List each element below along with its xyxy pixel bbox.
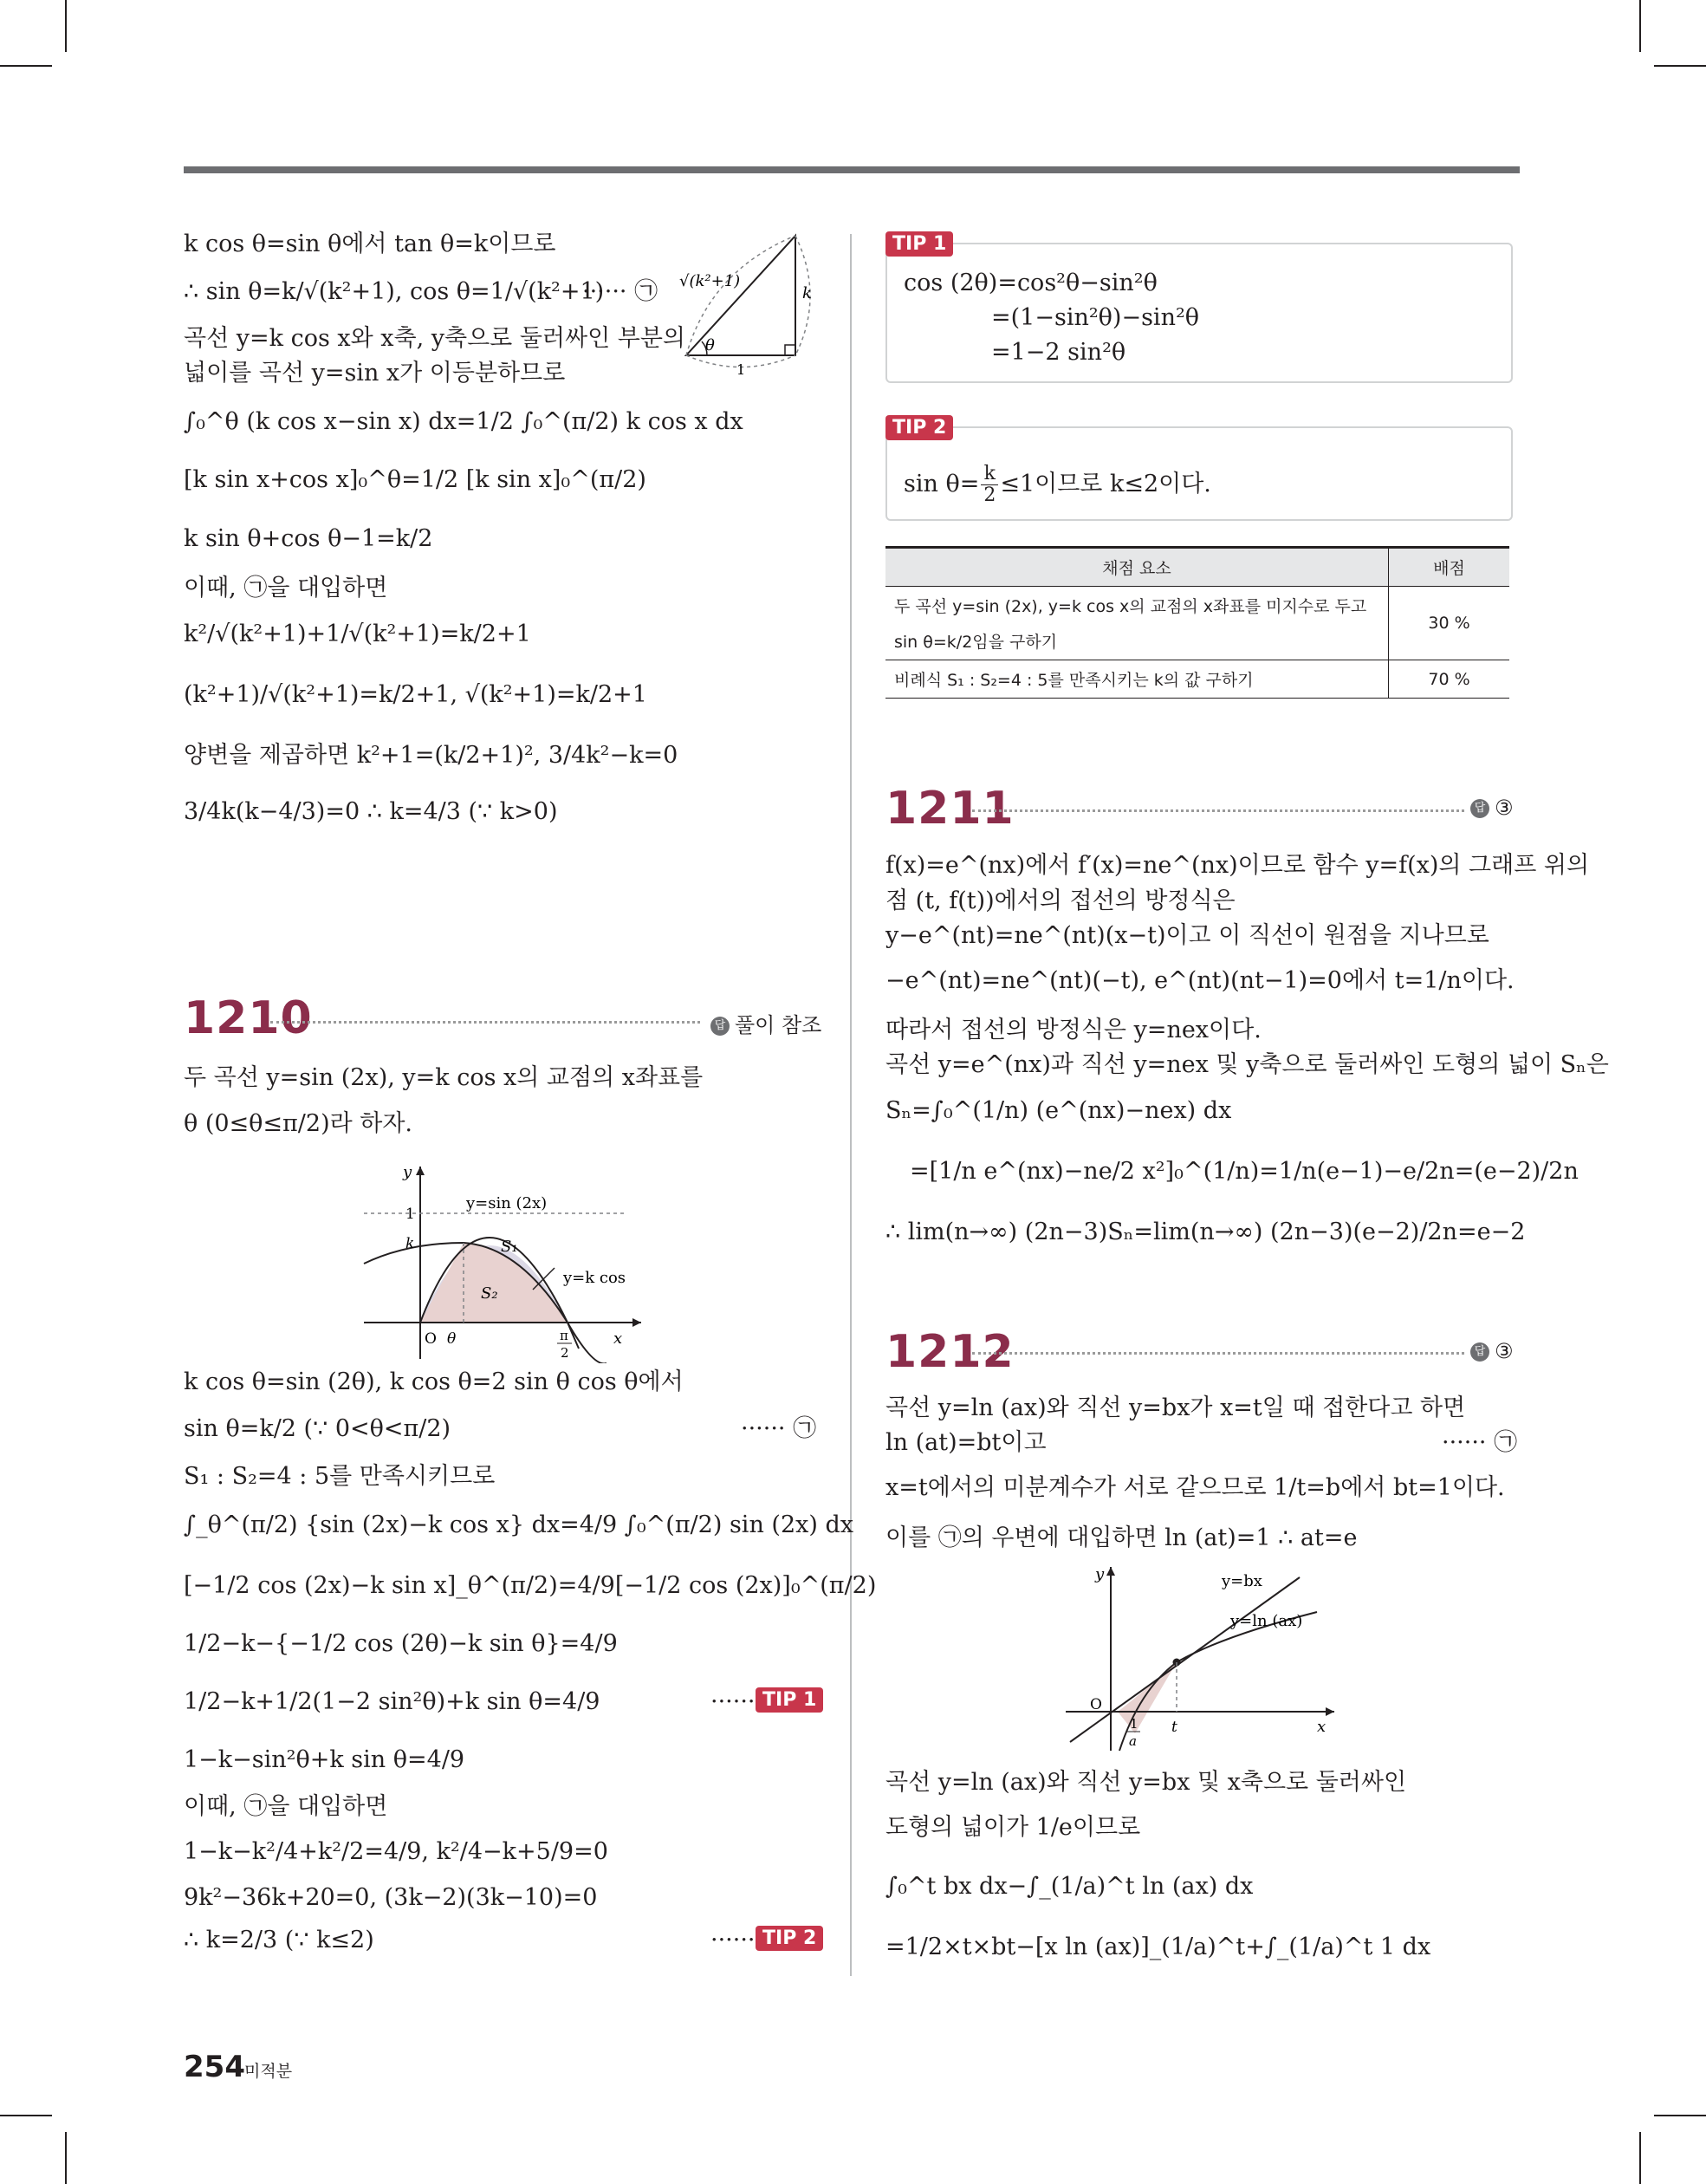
table-cell: 비례식 S₁ : S₂=4 : 5를 만족시키는 k의 값 구하기 <box>885 660 1389 699</box>
solution-line: ∴ k=2/3 (∵ k≤2) <box>184 1927 374 1953</box>
solution-line: Sₙ=∫₀^(1/n) (e^(nx)−nex) dx <box>885 1097 1232 1124</box>
crop-mark <box>0 2115 52 2116</box>
table-row <box>885 587 1509 660</box>
crop-mark <box>1639 0 1641 52</box>
solution-line: sin θ=k/2 (∵ 0<θ<π/2) <box>184 1415 451 1442</box>
area-graph-1210 <box>355 1160 650 1363</box>
solution-line: 곡선 y=ln (ax)와 직선 y=bx 및 x축으로 둘러싸인 <box>885 1769 1407 1796</box>
x-axis-label: x <box>1317 1718 1327 1736</box>
region-s1-label: S₁ <box>501 1238 518 1256</box>
curve-label-sin: y=sin (2x) <box>466 1194 548 1212</box>
solution-line: 1/2−k−{−1/2 cos (2θ)−k sin θ}=4/9 <box>184 1630 618 1657</box>
line-label: y=bx <box>1222 1572 1262 1590</box>
crop-mark <box>1654 65 1706 67</box>
answer-badge: 답 <box>1470 799 1489 818</box>
dotted-leader <box>972 1352 1464 1355</box>
dotted-leader <box>972 809 1464 812</box>
header-rule <box>184 166 1520 173</box>
solution-line: ln (at)=bt이고 <box>885 1429 1047 1456</box>
criterion-line: sin θ=k/2임을 구하기 <box>894 633 1058 652</box>
equation-marker: ······ ㉠ <box>582 278 658 305</box>
page-subject: 미적분 <box>244 2062 293 2081</box>
table-header-row <box>885 548 1509 587</box>
table-cell: 30 % <box>1389 587 1510 660</box>
triangle-base-label: 1 <box>736 361 746 378</box>
tip2-text-a: sin θ= <box>904 471 980 497</box>
solution-line: k²/√(k²+1)+1/√(k²+1)=k/2+1 <box>184 621 531 647</box>
tip2-text-b: ≤1이므로 k≤2이다. <box>1000 471 1211 497</box>
tip1-line: =(1−sin²θ)−sin²θ <box>991 304 1200 331</box>
answer-text: 풀이 참조 <box>735 1013 822 1037</box>
y-axis-label: y <box>403 1163 412 1181</box>
solution-line: 이때, ㉠을 대입하면 <box>184 575 388 601</box>
solution-line: x=t에서의 미분계수가 서로 같으므로 1/t=b에서 bt=1이다. <box>885 1474 1505 1501</box>
region-s2-label: S₂ <box>481 1284 498 1303</box>
solution-line: [k sin x+cos x]₀^θ=1/2 [k sin x]₀^(π/2) <box>184 466 646 493</box>
table-row <box>885 660 1509 699</box>
dotted-leader <box>270 1021 700 1024</box>
solution-line: 따라서 접선의 방정식은 y=nex이다. <box>885 1017 1262 1043</box>
t-label: t <box>1171 1719 1177 1736</box>
y-tick-k: k <box>405 1235 415 1252</box>
table-header: 채점 요소 <box>885 548 1389 587</box>
solution-line: ∫₀^θ (k cos x−sin x) dx=1/2 ∫₀^(π/2) k cos x dx <box>184 408 743 435</box>
tip2-line <box>904 464 1211 506</box>
answer-text: ③ <box>1495 796 1514 820</box>
solution-line: 3/4k(k−4/3)=0 ∴ k=4/3 (∵ k>0) <box>184 798 558 825</box>
solution-line: k cos θ=sin (2θ), k cos θ=2 sin θ cos θ에서 <box>184 1368 684 1395</box>
answer-label <box>1470 796 1514 820</box>
inv-a-numerator: 1 <box>1130 1716 1138 1732</box>
solution-line: 1−k−sin²θ+k sin θ=4/9 <box>184 1746 465 1773</box>
crop-mark <box>1639 2132 1641 2184</box>
theta-label: θ <box>447 1330 457 1348</box>
tip1-line: cos (2θ)=cos²θ−sin²θ <box>904 270 1158 296</box>
crop-mark <box>65 0 67 52</box>
inv-a-denominator: a <box>1129 1733 1137 1749</box>
solution-line: =1/2×t×bt−[x ln (ax)]_(1/a)^t+∫_(1/a)^t 1 dx <box>885 1934 1431 1960</box>
solution-line: k cos θ=sin θ에서 tan θ=k이므로 <box>184 231 556 257</box>
score-table <box>885 546 1509 699</box>
criterion-line: 두 곡선 y=sin (2x), y=k cos x의 교점의 x좌표를 미지수로 두고 <box>894 597 1367 616</box>
x-axis-label: x <box>613 1329 623 1348</box>
right-triangle-figure <box>676 227 827 379</box>
crop-mark <box>1654 2115 1706 2116</box>
tip2-fraction <box>981 464 998 506</box>
triangle-hyp-label: √(k²+1) <box>679 272 741 290</box>
equation-marker: ······ <box>710 1927 756 1953</box>
solution-line: 점 (t, f(t))에서의 접선의 방정식은 <box>885 887 1236 914</box>
page-number: 254 <box>184 2050 245 2084</box>
solution-line: 1/2−k+1/2(1−2 sin²θ)+k sin θ=4/9 <box>184 1688 600 1715</box>
curve-label: y=ln (ax) <box>1230 1612 1303 1630</box>
problem-number: 1212 <box>885 1326 1015 1378</box>
solution-line: −e^(nt)=ne^(nt)(−t), e^(nt)(nt−1)=0에서 t=1/n이다. <box>885 967 1515 994</box>
crop-mark <box>65 2132 67 2184</box>
solution-line: 양변을 제곱하면 k²+1=(k/2+1)², 3/4k²−k=0 <box>184 742 678 769</box>
origin-label: O <box>1090 1696 1102 1713</box>
tip-reference-2[interactable]: TIP 2 <box>756 1926 823 1951</box>
solution-line: ∴ lim(n→∞) (2n−3)Sₙ=lim(n→∞) (2n−3)(e−2)/2n=e−2 <box>885 1219 1526 1245</box>
y-tick-1: 1 <box>405 1206 415 1223</box>
solution-line: k sin θ+cos θ−1=k/2 <box>184 525 433 552</box>
solution-line: 9k²−36k+20=0, (3k−2)(3k−10)=0 <box>184 1884 598 1911</box>
origin-label: O <box>425 1330 437 1348</box>
solution-line: 넓이를 곡선 y=sin x가 이등분하므로 <box>184 360 566 387</box>
y-axis-label: y <box>1095 1565 1105 1583</box>
solution-line: θ (0≤θ≤π/2)라 하자. <box>184 1110 413 1137</box>
problem-number: 1211 <box>885 783 1015 835</box>
solution-line: f(x)=e^(nx)에서 f′(x)=ne^(nx)이므로 함수 y=f(x)의 그래프 위의 <box>885 852 1590 879</box>
answer-text: ③ <box>1495 1339 1514 1363</box>
pi-denominator: 2 <box>561 1345 569 1361</box>
equation-marker: ······ <box>710 1688 756 1715</box>
tip-reference-1[interactable]: TIP 1 <box>756 1687 823 1713</box>
column-divider <box>850 234 852 1976</box>
solution-line: 도형의 넓이가 1/e이므로 <box>885 1814 1141 1841</box>
solution-line: S₁ : S₂=4 : 5를 만족시키므로 <box>184 1463 496 1490</box>
solution-line: 곡선 y=e^(nx)과 직선 y=nex 및 y축으로 둘러싸인 도형의 넓이 Sₙ은 <box>885 1051 1609 1078</box>
table-cell <box>885 587 1389 660</box>
solution-line: [−1/2 cos (2x)−k sin x]_θ^(π/2)=4/9[−1/2 cos (2x)]₀^(π/2) <box>184 1572 877 1599</box>
solution-line: 1−k−k²/4+k²/2=4/9, k²/4−k+5/9=0 <box>184 1838 608 1865</box>
tip1-tag: TIP 1 <box>885 231 953 257</box>
table-cell: 70 % <box>1389 660 1510 699</box>
problem-number: 1210 <box>184 992 313 1044</box>
solution-line: 곡선 y=k cos x와 x축, y축으로 둘러싸인 부분의 <box>184 325 685 352</box>
solution-line: 곡선 y=ln (ax)와 직선 y=bx가 x=t일 때 접한다고 하면 <box>885 1394 1466 1421</box>
solution-line: =[1/n e^(nx)−ne/2 x²]₀^(1/n)=1/n(e−1)−e/2n=(e−2)/2n <box>910 1158 1579 1185</box>
table-header: 배점 <box>1389 548 1510 587</box>
tip2-tag: TIP 2 <box>885 415 953 440</box>
triangle-side-label: k <box>802 284 812 302</box>
curve-label-cos: y=k cos <box>563 1269 626 1287</box>
answer-badge: 답 <box>710 1017 730 1036</box>
solution-line: 두 곡선 y=sin (2x), y=k cos x의 교점의 x좌표를 <box>184 1064 704 1091</box>
answer-label <box>1470 1339 1514 1363</box>
tip1-line: =1−2 sin²θ <box>991 339 1126 366</box>
pi-numerator: π <box>560 1328 568 1343</box>
solution-line: 이때, ㉠을 대입하면 <box>184 1793 388 1820</box>
solution-line: ∴ sin θ=k/√(k²+1), cos θ=1/√(k²+1) <box>184 278 605 305</box>
tangent-graph-1212 <box>1057 1560 1343 1755</box>
frac-denominator: 2 <box>983 484 996 506</box>
crop-mark <box>0 65 52 67</box>
frac-numerator: k <box>981 464 998 485</box>
solution-line: ∫₀^t bx dx−∫_(1/a)^t ln (ax) dx <box>885 1873 1254 1900</box>
solution-line: y−e^(nt)=ne^(nt)(x−t)이고 이 직선이 원점을 지나므로 <box>885 922 1489 949</box>
solution-line: 이를 ㉠의 우변에 대입하면 ln (at)=1 ∴ at=e <box>885 1524 1358 1551</box>
answer-badge: 답 <box>1470 1342 1489 1362</box>
triangle-angle-label: θ <box>705 336 715 354</box>
solution-line: (k²+1)/√(k²+1)=k/2+1, √(k²+1)=k/2+1 <box>184 681 647 708</box>
solution-line: ∫_θ^(π/2) {sin (2x)−k cos x} dx=4/9 ∫₀^(π/2) sin (2x) dx <box>184 1511 853 1538</box>
equation-marker: ······ ㉠ <box>741 1415 817 1442</box>
equation-marker: ······ ㉠ <box>1442 1429 1518 1456</box>
answer-label <box>710 1008 821 1038</box>
